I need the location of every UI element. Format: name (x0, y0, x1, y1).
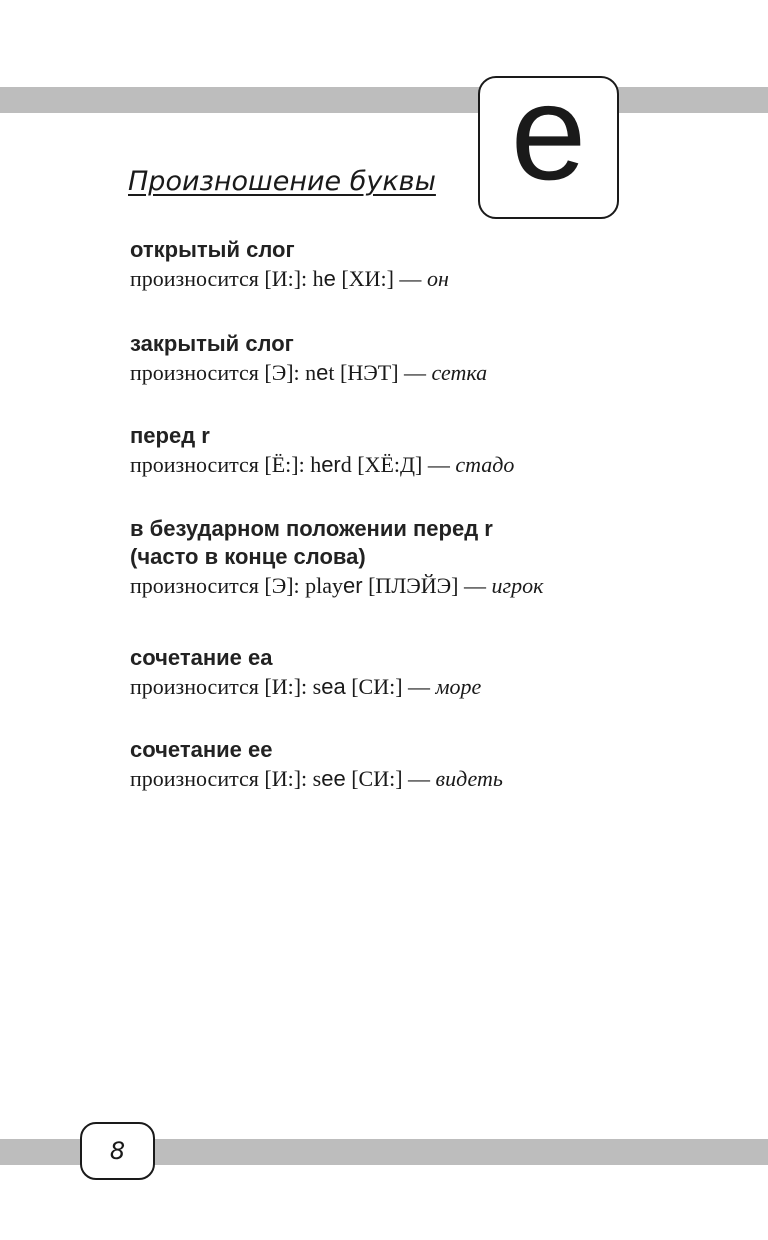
page-number-box (80, 1122, 155, 1180)
page-heading: Произношение буквы (128, 166, 436, 197)
top-decorative-bar (0, 87, 768, 113)
highlighted-letters: ea (321, 674, 346, 699)
rule-example: произносится [И:]: see [СИ:] — видеть (130, 766, 503, 791)
translation: море (435, 674, 482, 699)
rule-unstressed-before-r (130, 515, 543, 601)
rule-title-note: (часто в конце слова) (130, 544, 366, 569)
rule-example: произносится [И:]: sea [СИ:] — море (130, 674, 482, 699)
letter-card (478, 56, 619, 219)
rule-ea-combination (130, 644, 481, 702)
translation: стадо (455, 452, 515, 477)
rule-ee-combination (130, 736, 503, 794)
letter-glyph: e (510, 56, 587, 208)
rule-title: перед r (130, 423, 210, 448)
rule-closed-syllable (130, 330, 487, 388)
rule-example: произносится [Э]: net [НЭТ] — сетка (130, 360, 488, 385)
highlighted-letters: e (323, 266, 336, 291)
rule-example: произносится [Э]: player [ПЛЭЙЭ] — игрок (130, 573, 544, 598)
highlighted-letters: er (321, 452, 341, 477)
translation: игрок (491, 573, 544, 598)
rule-title: закрытый слог (130, 331, 294, 356)
rule-before-r (130, 422, 514, 480)
rule-open-syllable (130, 236, 449, 294)
rule-example: произносится [И:]: he [ХИ:] — он (130, 266, 449, 291)
translation: он (426, 266, 449, 291)
highlighted-letters: e (316, 360, 329, 385)
rule-title: в безударном положении перед r (130, 516, 493, 541)
page-number: 8 (109, 1137, 126, 1165)
rule-example: произносится [Ё:]: herd [ХЁ:Д] — стадо (130, 452, 515, 477)
highlighted-letters: ee (321, 766, 346, 791)
translation: сетка (431, 360, 488, 385)
translation: видеть (435, 766, 503, 791)
rule-title: сочетание ee (130, 737, 273, 762)
highlighted-letters: er (343, 573, 363, 598)
rule-title: сочетание ea (130, 645, 273, 670)
rule-title: открытый слог (130, 237, 295, 262)
